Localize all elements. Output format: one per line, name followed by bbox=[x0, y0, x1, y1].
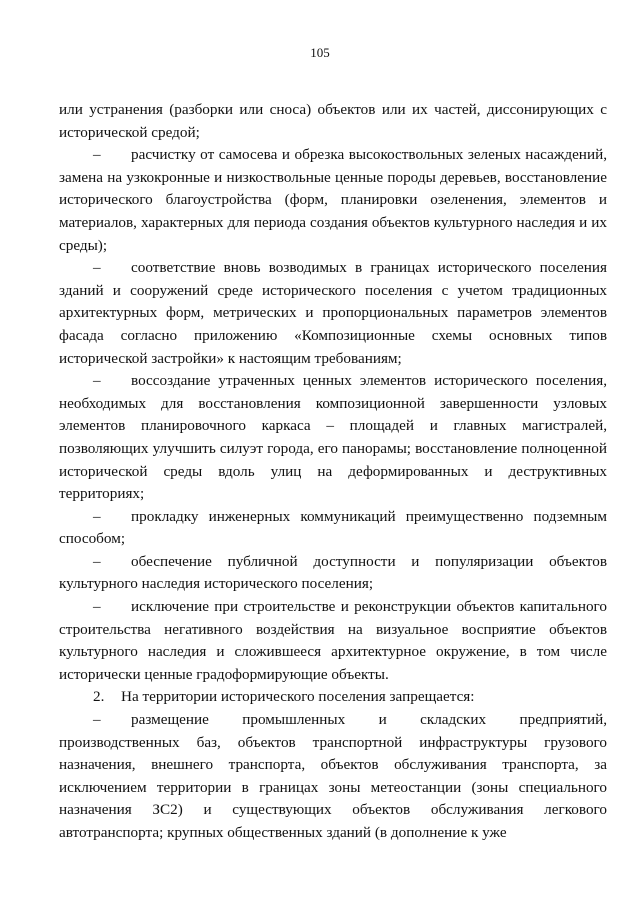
page-number: 105 bbox=[310, 45, 330, 60]
paragraph-text: На территории исторического поселения запрещается: bbox=[121, 688, 475, 706]
paragraph-text: обеспечение публичной доступности и популяризации объектов культурного наследия исторического поселения; bbox=[59, 552, 607, 593]
paragraph bbox=[59, 686, 607, 709]
paragraph bbox=[59, 257, 607, 370]
list-dash: – bbox=[93, 146, 101, 164]
list-dash: – bbox=[93, 598, 101, 616]
document-body bbox=[59, 99, 607, 845]
paragraph-text: или устранения (разборки или сноса) объектов или их частей, диссонирующих с исторической средой; bbox=[59, 101, 607, 141]
paragraph bbox=[59, 596, 607, 686]
paragraph-text: исключение при строительстве и реконструкции объектов капитального строительства негативного воздействия на визуальное восприятие объектов культурного наследия и сложившееся архитектурное окружение, в том числе исторически ценные градоформирующие объекты. bbox=[59, 598, 607, 683]
list-dash: – bbox=[93, 372, 101, 390]
paragraph-text: размещение промышленных и складских предприятий, производственных баз, объектов транспортной инфраструктуры грузового назначения, внешнего транспорта, объектов обслуживания транспорта, за исключением территории в границах зоны метеостанции (зоны специального назначения ЗС2) и существующих объектов обслуживания легкового автотранспорта; крупных общественных зданий (в дополнение к уже bbox=[59, 711, 607, 841]
list-dash: – bbox=[93, 259, 101, 277]
paragraph bbox=[59, 370, 607, 506]
list-dash: – bbox=[93, 552, 101, 570]
paragraph-text: соответствие вновь возводимых в границах исторического поселения зданий и сооружений среде исторического поселения с учетом традиционных архитектурных форм, метрических и пропорциональных параметров элементов фасада согласно приложению «Композиционные схемы основных типов исторической застройки» к настоящим требованиям; bbox=[59, 259, 607, 367]
paragraph bbox=[59, 709, 607, 845]
paragraph bbox=[59, 99, 607, 144]
list-dash: – bbox=[93, 507, 101, 525]
paragraph bbox=[59, 506, 607, 551]
list-dash: – bbox=[93, 711, 101, 729]
paragraph bbox=[59, 144, 607, 257]
paragraph-text: расчистку от самосева и обрезка высокоствольных зеленых насаждений, замена на узкокронные и низкоствольные ценные породы деревьев, восстановление исторического благоустройства (форм, планировки озеленения, элементов и материалов, характерных для периода создания объектов культурного наследия и их среды); bbox=[59, 146, 607, 254]
paragraph bbox=[59, 551, 607, 596]
paragraph-text: воссоздание утраченных ценных элементов исторического поселения, необходимых для восстановления композиционной завершенности узловых элементов планировочного каркаса – площадей и главных магистралей, позволяющих улучшить силуэт города, его панорамы; восстановление полноценной исторической среды вдоль улиц на деформированных и деструктивных территориях; bbox=[59, 372, 607, 503]
paragraph-text: прокладку инженерных коммуникаций преимущественно подземным способом; bbox=[59, 507, 607, 548]
list-number: 2. bbox=[93, 688, 105, 706]
